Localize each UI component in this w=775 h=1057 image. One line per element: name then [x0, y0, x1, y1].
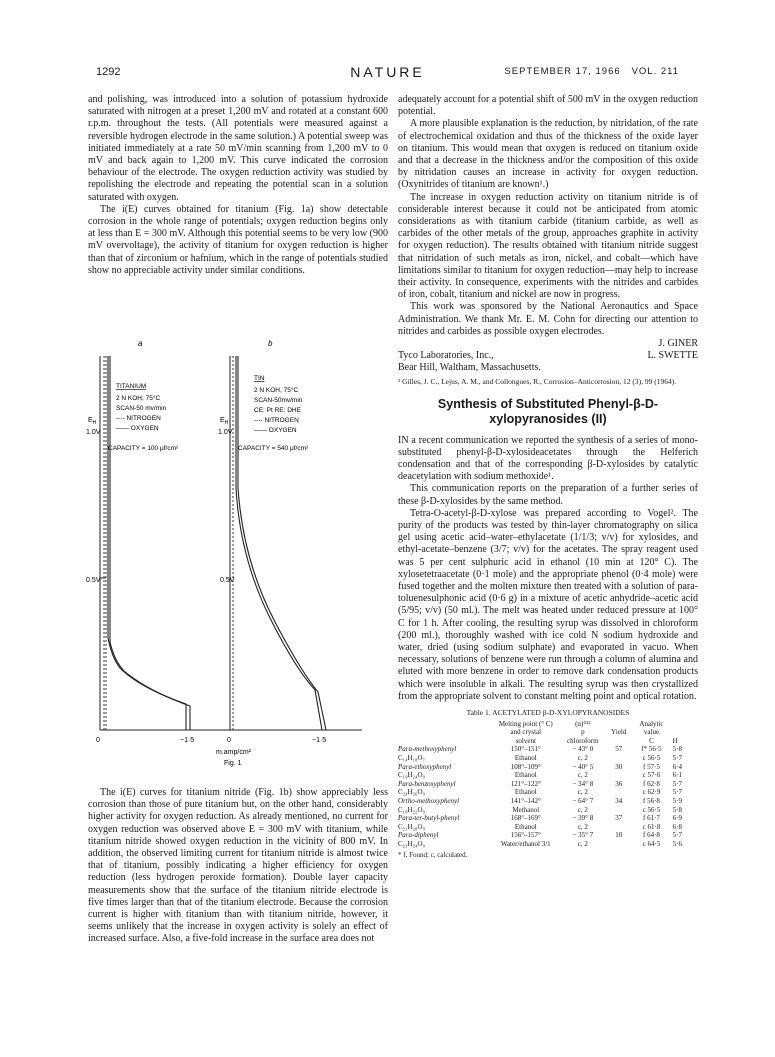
- reference: ¹ Gilles, J. C., Lejus, A. M., and Collongues, R., Corrosion–Anticorrosion, 12 (3), 99 (1964).: [398, 377, 677, 387]
- table-cell: − 40° 5: [572, 762, 594, 771]
- table-cell: Para-ethoxyphenyl: [398, 762, 452, 771]
- panel-a-condition: SCAN-50 mv/min: [116, 405, 167, 412]
- table-cell: 34: [615, 796, 623, 805]
- paragraph: Tetra-O-acetyl-β-D-xylose was prepared according to Vogel². The purity of the products was tested by thin-layer chromatography on silica gel using acetic acid–water–ethylacetate (1/1/3; v/v) for xylosides, and ethyl-acetate–benzene (3/7; v/v) for the acetates. The spray reagent used was 5 per cent sulphuric acid in ethanol (10 min at 120° C). The xylosetetraacetate (0·1 mole) and the appropriate phenol (0·4 mole) were fused together and the molten mixture then treated with a solution of para-toluenesulphonic acid (0·6 g) in a mixture of acetic anhydride–acetic acid (5/95; v/v) (50 ml.). The melt was heated under reduced pressure at 100° C for 1 h. After cooling, the resulting syrup was dissolved in chloroform (200 ml.), thoroughly washed with ice cold N sodium hydroxide and water, dried (using sodium sulphate) and evaporated in vacuo. When necessary, solutions of benzene were run through a column of alumina and eluted with more benzene in order to remove dark condensation products which were insoluble in alkali. The resulting syrup was then crystallized from the appropriate solvent to constant melting point and optical rotation.: [398, 507, 698, 702]
- table-row: [398, 806, 698, 815]
- table-cell: − 35° 7: [572, 831, 594, 840]
- panel-a-oxygen-curve: [108, 356, 186, 730]
- table-row: [398, 754, 698, 763]
- table-row: [398, 814, 698, 823]
- table-cell: C₂₁H₂₈O₉: [398, 822, 425, 831]
- table-header-row: Melting point (° C) (α)ᴰ²² Analytic: [498, 719, 664, 728]
- table-cell: 168°–169°: [510, 814, 541, 823]
- author-signature: L. SWETTE: [647, 350, 698, 362]
- table-cell: Methanol: [512, 805, 540, 814]
- panel-a-condition: 2 N KOH, 75°C: [116, 395, 161, 402]
- table-caption: Table 1. ACETYLATED β-D-XYLOPYRANOSIDES: [466, 708, 630, 718]
- table-cell: 5·7: [672, 831, 682, 840]
- table-cell: f 64·8: [643, 831, 660, 840]
- table-cell: 6·1: [672, 771, 682, 780]
- table-cell: c 62·9: [642, 788, 661, 797]
- table-cell: 6·8: [672, 822, 682, 831]
- paragraph: The increase in oxygen reduction activity on titanium nitride is of considerable interest because it could not be anticipated from atomic considerations as with titanium carbide (titanium carbide, as well as carbides of the other metals of the group, approaches graphite in activity for oxygen reduction). The results obtained with titanium nitride suggest that nitridation of such metals as iron, nickel, and cobalt—which have limitations similar to titanium for oxygen reduction—may help to increase their activity. In consequence, experiments with the nitrides and carbides of iron, cobalt, titanium and nickel are now in progress.: [398, 191, 698, 301]
- figure-plot: [86, 338, 390, 778]
- panel-b-condition: SCAN-50mv/min: [254, 397, 303, 404]
- table-row: [398, 771, 698, 780]
- panel-b-y-label: $E_H$: [220, 417, 229, 426]
- table-row: [398, 840, 698, 849]
- table-row: [398, 823, 698, 832]
- figure-1: [86, 338, 390, 778]
- table-cell: 108°–109°: [510, 762, 541, 771]
- table-cell: c 61·8: [642, 822, 661, 831]
- table-cell: c 57·6: [642, 771, 661, 780]
- page-number: 1292: [96, 66, 121, 78]
- left-column-top: [88, 94, 388, 277]
- table-cell: c, 2: [577, 805, 588, 814]
- table-cell: 150°–151°: [510, 745, 541, 754]
- data-table: [398, 709, 698, 859]
- panel-a-label: a: [138, 339, 143, 348]
- table-cell: f 61·7: [643, 814, 660, 823]
- table-cell: 5·7: [672, 754, 682, 762]
- panel-b-label: b: [268, 339, 273, 348]
- table-cell: 5·9: [672, 796, 682, 805]
- table-row: [398, 797, 698, 806]
- article-title: Synthesis of Substituted Phenyl-β-D-xylopyranosides (II): [437, 396, 659, 426]
- table-cell: c 56·5: [642, 754, 661, 762]
- table-cell: 10: [615, 831, 623, 840]
- table-cell: 5·7: [672, 788, 682, 797]
- table-cell: 5·8: [672, 745, 682, 754]
- table-cell: C₂₄H₂₆O₉: [398, 788, 425, 797]
- affiliation: Bear Hill, Waltham, Massachusetts.: [398, 362, 541, 374]
- affiliation: Tyco Laboratories, Inc.,: [398, 350, 494, 362]
- table-cell: 121°–122°: [510, 779, 541, 788]
- table-cell: − 39° 8: [572, 814, 594, 823]
- table-cell: [607, 788, 630, 797]
- table-footnote: * f, Found; c, calculated.: [398, 850, 468, 859]
- journal-masthead: NATURE: [350, 64, 425, 80]
- table-cell: c 64·5: [642, 839, 661, 848]
- table-row: [398, 763, 698, 772]
- paragraph: IN a recent communication we reported the synthesis of a series of mono-substituted phenyl-β-D-xylosideacetates through the Helferich condensation and that of the corresponding β-D-xylosides by catalytic deacetylation with sodium methoxide¹.: [398, 434, 698, 483]
- table-cell: c, 2: [577, 839, 588, 848]
- table-cell: 57: [615, 745, 623, 754]
- table-cell: [607, 806, 630, 815]
- table-cell: f 62·8: [643, 779, 660, 788]
- table-cell: Water/ethanol 3/1: [500, 839, 551, 848]
- author-signature: J. GINER: [658, 338, 698, 350]
- table-cell: c 56·5: [642, 805, 661, 814]
- x-axis-unit: m.amp/cm²: [216, 749, 251, 756]
- panel-b-condition: CE: Pt RE: DHE: [254, 407, 301, 414]
- paragraph: The i(E) curves obtained for titanium (Fig. 1a) show detectable corrosion in the whole range of potentials; oxygen reduction begins only at less than E = 300 mV. Although this potential seems to be very low (900 mV overvoltage), the activity of titanium for oxygen reduction is higher than that of zirconium or hafnium, which in the range of potentials studied show no appreciable activity under similar conditions.: [88, 203, 388, 276]
- table-row: [398, 788, 698, 797]
- panel-b-y-mid: 0.5V: [220, 577, 235, 584]
- paragraph: A more plausible explanation is the reduction, by nitridation, of the rate of electrochemical oxidation and thus of the thickness of the oxide layer on titanium. This would mean that oxygen is reduced on titanium oxide and that a decrease in the thickness and/or the composition of this oxide by nitridation causes an increase in activity for oxygen reduction. (Oxynitrides of titanium are known¹.): [398, 118, 698, 191]
- panel-b-legend-nitrogen: ---- NITROGEN: [254, 417, 299, 424]
- table-cell: [607, 823, 630, 832]
- table-cell: Ethanol: [514, 754, 537, 762]
- table-cell: 5·8: [672, 805, 682, 814]
- left-column-bottom: [88, 787, 388, 946]
- panel-b-condition: 2 N KOH, 75°C: [254, 387, 299, 394]
- table-row: [398, 745, 698, 754]
- table-cell: f 56·8: [643, 796, 660, 805]
- table-cell: Para-methoxyphenyl: [398, 745, 457, 754]
- panel-a-legend-oxygen: —— OXYGEN: [116, 425, 159, 432]
- panel-a-legend-nitrogen: ---- NITROGEN: [116, 415, 161, 422]
- figure-caption: Fig. 1: [224, 760, 242, 767]
- table-cell: 37: [615, 814, 623, 823]
- right-column: [398, 94, 698, 859]
- table-cell: Ethanol: [514, 771, 537, 780]
- panel-b-x-tick: −1·5: [312, 737, 327, 744]
- paragraph: and polishing, was introduced into a solution of potassium hydroxide saturated with nitrogen at a preset 1,200 mV and rotated at a constant 600 r.p.m. throughout the tests. (All potentials were measured against a reversible hydrogen electrode in the same solution.) A potential sweep was initiated immediately at a rate 50 mV/min scanning from 1,200 mV to 0 mV and back again to 1,200 mV. This curve indicated the corrosion behaviour of the electrode. The oxygen reduction activity was studied by repolishing the electrode and repeating the potential scan in a solution saturated with oxygen.: [88, 94, 388, 203]
- table-cell: − 43° 0: [572, 745, 594, 754]
- table-cell: c, 2: [577, 822, 588, 831]
- table-cell: − 64° 7: [572, 796, 594, 805]
- table-cell: [607, 771, 630, 780]
- table-cell: − 34° 8: [572, 779, 594, 788]
- panel-a-x-tick: 0: [96, 737, 100, 744]
- panel-a-y-label: $E_H$: [88, 417, 97, 426]
- paragraph: This work was sponsored by the National Aeronautics and Space Administration. We thank Mr. E. M. Cohn for directing our attention to nitrides and carbides as possible oxygen electrodes.: [398, 301, 698, 337]
- panel-a-y-mid: 0.5V: [86, 577, 101, 584]
- table-cell: f* 56·5: [641, 745, 662, 754]
- panel-b-legend-oxygen: —— OXYGEN: [254, 427, 297, 434]
- panel-a-title: TITANIUM: [116, 383, 147, 390]
- panel-a-y-top: 1.0V: [86, 429, 101, 436]
- table-header-row: and crystal p Yield value: [510, 728, 660, 737]
- table-cell: Para-ter-butyl-phenyl: [398, 814, 460, 823]
- table-cell: Para-benzoxyphenyl: [398, 779, 456, 788]
- table-cell: C₂₃H₂₄O₉: [398, 839, 425, 848]
- table-cell: Ortho-methoxyphenyl: [398, 796, 460, 805]
- table-cell: c, 2: [577, 771, 588, 780]
- table-cell: f 57·5: [643, 762, 660, 771]
- table-header-row: solvent chloroform C H: [515, 736, 678, 745]
- table-cell: C₁₉H₂₄O₉: [398, 771, 425, 780]
- issue-date: SEPTEMBER 17, 1966 VOL. 211: [504, 66, 679, 77]
- paragraph: adequately account for a potential shift of 500 mV in the oxygen reduction potential.: [398, 94, 698, 118]
- table-cell: [607, 840, 630, 849]
- table-cell: C₁₄H₁₈O₇: [398, 754, 425, 762]
- table-cell: c, 2: [577, 754, 588, 762]
- panel-b-x-tick: 0: [227, 737, 231, 744]
- table-cell: 156°–157°: [510, 831, 541, 840]
- table-cell: 5·6: [672, 839, 682, 848]
- table-cell: 6·9: [672, 814, 682, 823]
- table-cell: 30: [615, 762, 623, 771]
- table-cell: 5·7: [672, 779, 682, 788]
- panel-a-x-tick: −1·5: [180, 737, 195, 744]
- table-cell: [607, 754, 630, 763]
- table-cell: 36: [615, 779, 623, 788]
- panel-b-y-top: 1.0V: [218, 429, 233, 436]
- table-cell: c, 2: [577, 788, 588, 797]
- table-row: [398, 780, 698, 789]
- table-cell: 6·4: [672, 762, 682, 771]
- paragraph: This communication reports on the preparation of a further series of these β-D-xylosides by the same method.: [398, 483, 698, 507]
- table-cell: Ethanol: [514, 822, 537, 831]
- running-header: [96, 66, 679, 82]
- panel-a-capacity: CAPACITY = 100 μf/cm²: [108, 445, 179, 452]
- table-row: [398, 831, 698, 840]
- table-cell: Ethanol: [514, 788, 537, 797]
- panel-b-title: TIN: [254, 375, 265, 382]
- panel-b-capacity: CAPACITY = 540 μf/cm²: [238, 445, 309, 452]
- paragraph: The i(E) curves for titanium nitride (Fig. 1b) show appreciably less corrosion than those of pure titanium but, on the other hand, considerably higher activity for oxygen reduction. As already mentioned, no current for oxygen reduction was observed above E = 300 mV with titanium, while titanium nitride showed oxygen reduction in the vicinity of 800 mV. In addition, the observed limiting current for titanium nitride is almost twice that of titanium, possibly indicating a higher efficiency for oxygen reduction (less hydrogen peroxide formation). Double layer capacity measurements show that the surface of the titanium nitride electrode is five times larger than that of the titanium electrode. Because the corrosion current is higher with titanium than with titanium nitride, however, it seems unlikely that the increase in oxygen activity is solely an effect of increased surface. Also, a five-fold increase in the surface area does not: [88, 787, 388, 945]
- table-cell: 141°–142°: [510, 796, 541, 805]
- table-cell: C₁₈H₂₂O₉: [398, 805, 425, 814]
- panel-a-oxygen-curve: [110, 356, 190, 730]
- table-cell: Para-diphenyl: [398, 831, 439, 840]
